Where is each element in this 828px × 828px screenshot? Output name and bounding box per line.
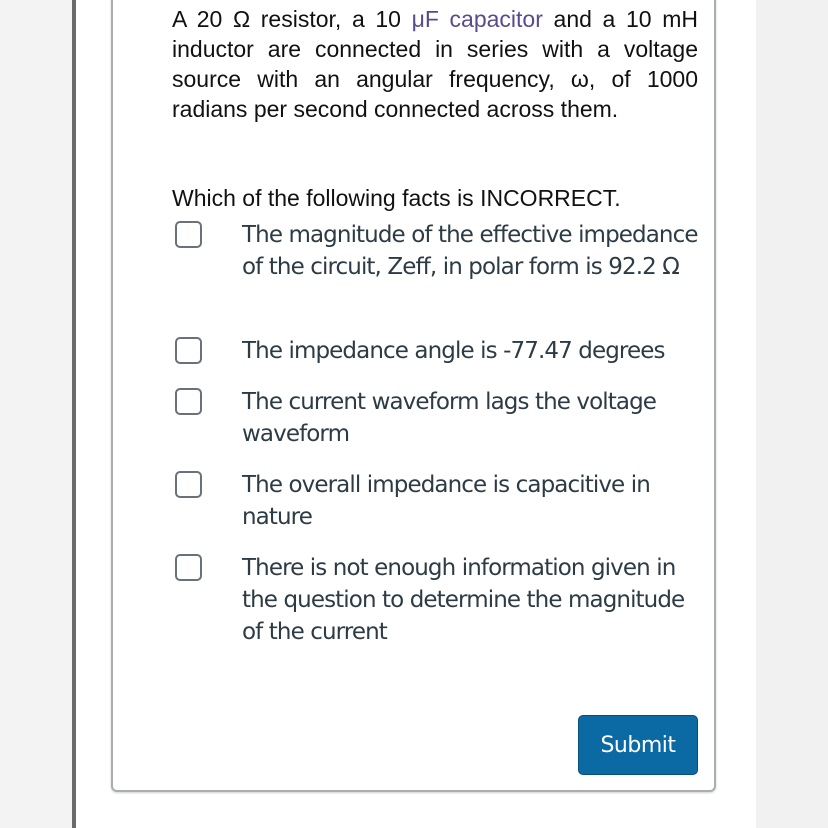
answer-option[interactable] (172, 219, 702, 319)
question-text-end: and a 10 mH inductor are connected in series with a voltage source with an angular frequency, ω, of 1000 radians per second connected across them. (172, 6, 698, 122)
checkbox[interactable] (175, 221, 202, 248)
submit-button[interactable]: Submit (578, 715, 698, 775)
option-label: The overall impedance is capacitive in nature (242, 472, 650, 530)
checkbox[interactable] (175, 471, 202, 498)
option-label: The impedance angle is -77.47 degrees (242, 338, 665, 364)
checkbox[interactable] (175, 388, 202, 415)
option-label: The current waveform lags the voltage waveform (242, 389, 657, 447)
answer-option[interactable] (172, 335, 702, 371)
option-label: The magnitude of the effective impedance of the circuit, Zeff, in polar form is 92.2 Ω (242, 222, 698, 280)
option-label: There is not enough information given in the question to determine the magnitude of the current (242, 555, 685, 645)
question-text (172, 4, 698, 124)
question-card (111, 0, 716, 792)
answer-option[interactable] (172, 469, 702, 537)
left-divider (72, 0, 76, 828)
question-prompt: Which of the following facts is INCORRECT. (172, 185, 621, 211)
checkbox[interactable] (175, 554, 202, 581)
right-gutter (756, 0, 828, 828)
answer-option[interactable] (172, 552, 702, 652)
answer-option[interactable] (172, 386, 702, 454)
question-text-start: A 20 Ω resistor, a 10 (172, 6, 412, 32)
left-gutter (0, 0, 72, 828)
glossary-link-capacitor[interactable]: μF capacitor (411, 6, 543, 32)
checkbox[interactable] (175, 337, 202, 364)
